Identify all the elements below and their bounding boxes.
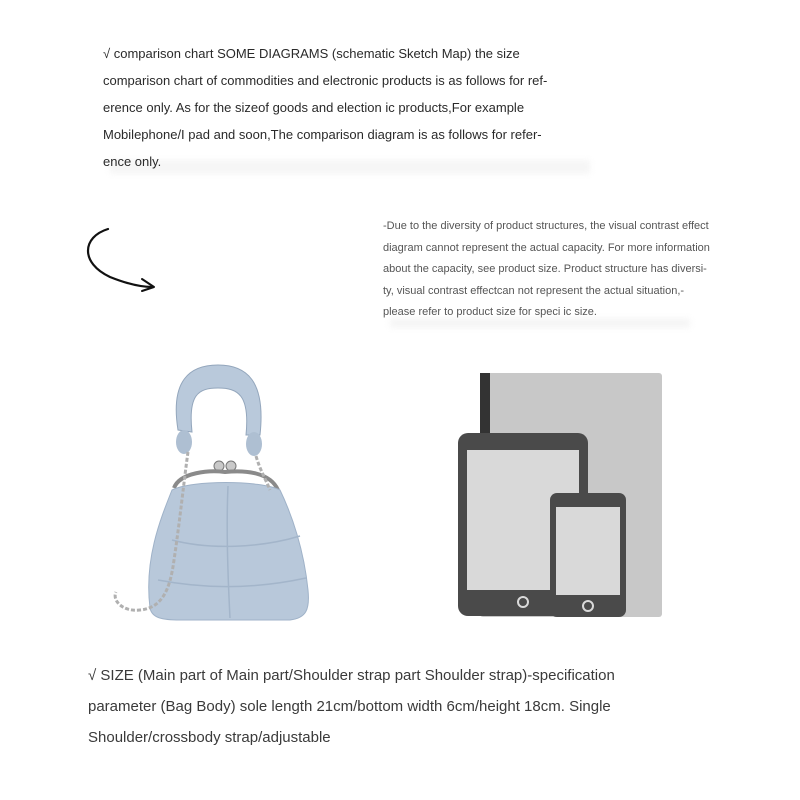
intro-paragraph <box>103 40 603 175</box>
intro-line: erence only. As for the sizeof goods and election ic products,For example <box>103 100 525 115</box>
note-line: please refer to product size for speci ic size. <box>383 306 597 318</box>
intro-line: Mobilephone/I pad and soon,The comparison diagram is as follows for refer- <box>103 127 542 142</box>
size-line: Shoulder/crossbody strap/adjustable <box>88 729 331 746</box>
note-line: ty, visual contrast effectcan not represent the actual situation,- <box>383 284 685 297</box>
intro-line: ence only. <box>103 154 162 169</box>
intro-line: √ comparison chart SOME DIAGRAMS (schematic Sketch Map) the size <box>103 46 520 61</box>
intro-line: comparison chart of commodities and electronic products is as follows for ref- <box>103 73 548 88</box>
handbag-illustration <box>100 360 320 635</box>
size-specification <box>88 660 728 753</box>
size-line: parameter (Bag Body) sole length 21cm/bottom width 6cm/height 18cm. Single <box>88 698 611 715</box>
size-line: √ SIZE (Main part of Main part/Shoulder strap part Shoulder strap)-specification <box>88 667 615 684</box>
capacity-note <box>383 216 763 324</box>
note-line: -Due to the diversity of product structures, the visual contrast effect <box>383 220 709 232</box>
curved-arrow-icon <box>80 225 165 295</box>
tablet-phone-illustration <box>455 370 667 620</box>
note-line: diagram cannot represent the actual capacity. For more information <box>383 241 710 254</box>
note-line: about the capacity, see product size. Product structure has diversi- <box>383 263 707 275</box>
